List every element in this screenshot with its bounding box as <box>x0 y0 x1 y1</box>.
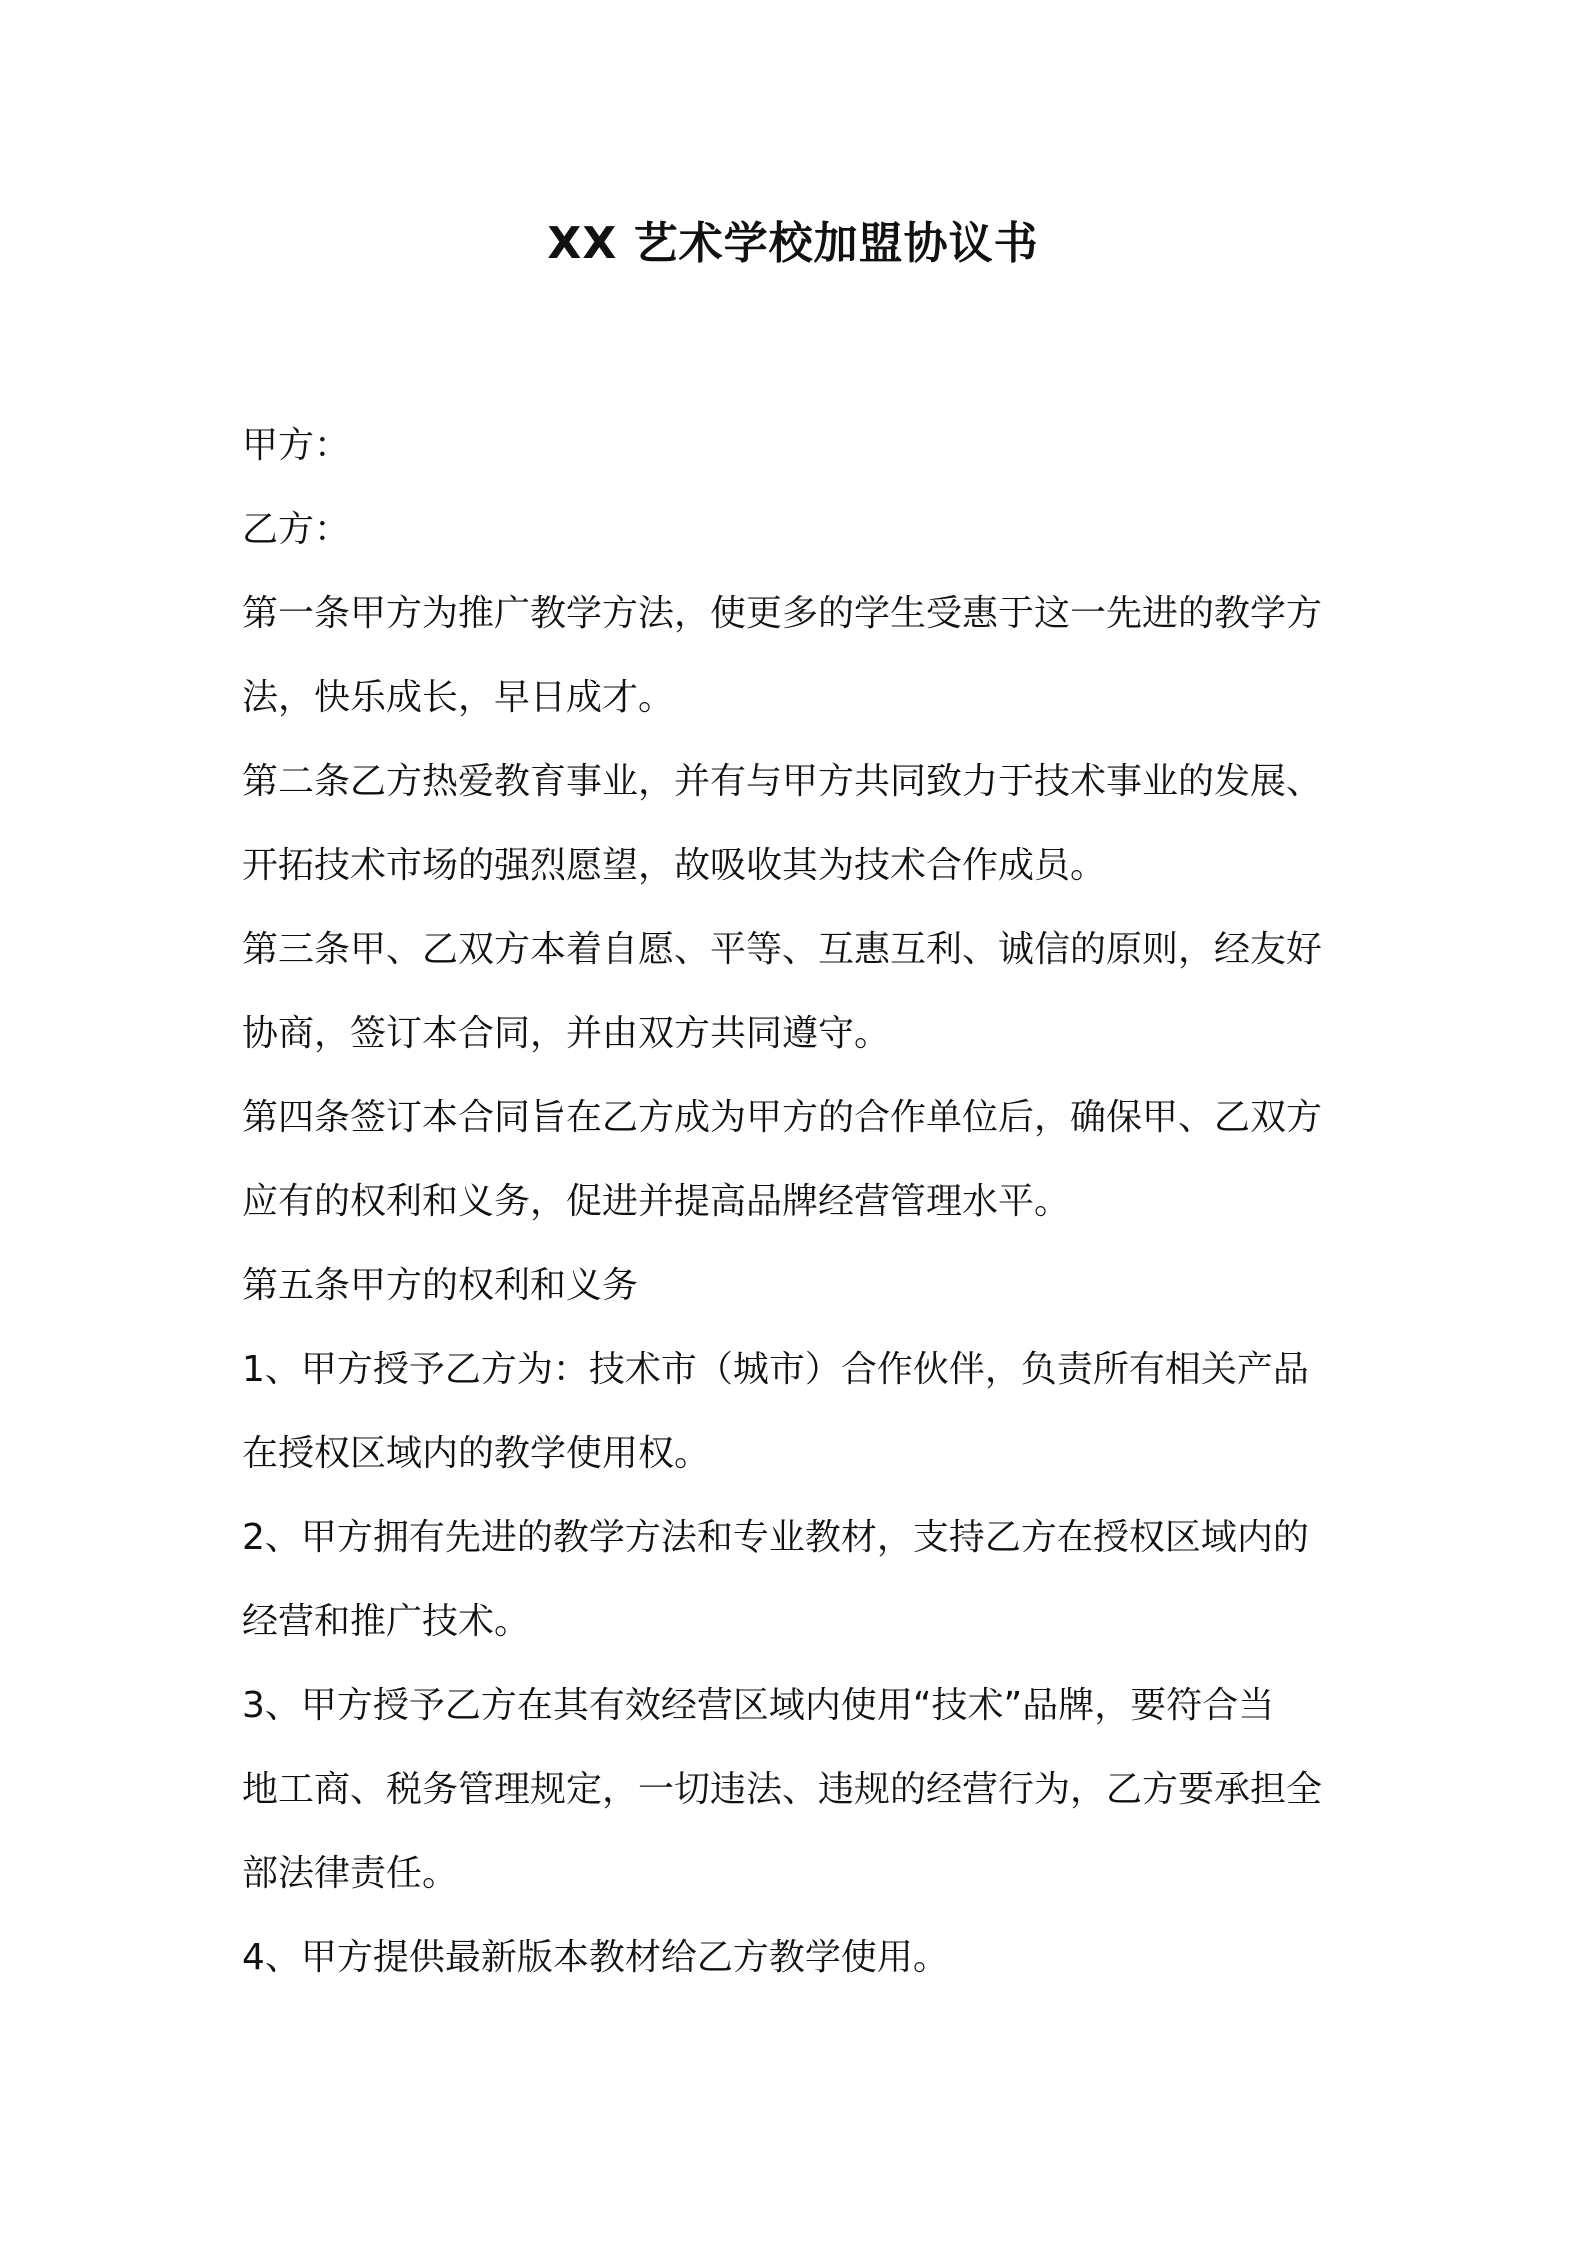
article-2-paragraph <box>242 740 1362 908</box>
text-line: 乙方： <box>242 509 351 550</box>
text-line: 第一条甲方为推广教学方法，使更多的学生受惠于这一先进的教学方 <box>242 593 1323 634</box>
text-line: 开拓技术市场的强烈愿望，故吸收其为技术合作成员。 <box>242 845 1107 886</box>
text-line: 经营和推广技术。 <box>242 1601 531 1642</box>
clause-4-paragraph <box>242 1916 1362 2000</box>
text-line: 部法律责任。 <box>242 1853 459 1894</box>
article-5-heading <box>242 1244 1362 1328</box>
article-1-paragraph <box>242 572 1362 740</box>
article-4-paragraph <box>242 1076 1362 1244</box>
clause-1-paragraph <box>242 1328 1362 1496</box>
document-body <box>242 404 1362 2000</box>
text-line: 协商，签订本合同，并由双方共同遵守。 <box>242 1013 891 1054</box>
text-line: 在授权区域内的教学使用权。 <box>242 1433 711 1474</box>
text-line: 第二条乙方热爱教育事业，并有与甲方共同致力于技术事业的发展、 <box>242 761 1323 802</box>
party-b-paragraph <box>242 488 1362 572</box>
text-line: 甲方： <box>242 425 351 466</box>
text-line: 应有的权利和义务，促进并提高品牌经营管理水平。 <box>242 1181 1071 1222</box>
text-line: 第三条甲、乙双方本着自愿、平等、互惠互利、诚信的原则，经友好 <box>242 929 1323 970</box>
text-line: 法，快乐成长，早日成才。 <box>242 677 675 718</box>
clause-3-paragraph <box>242 1664 1362 1916</box>
text-line: 3、甲方授予乙方在其有效经营区域内使用“技术”品牌，要符合当 <box>242 1685 1275 1726</box>
clause-2-paragraph <box>242 1496 1362 1664</box>
text-line: 4、甲方提供最新版本教材给乙方教学使用。 <box>242 1937 949 1978</box>
text-line: 地工商、税务管理规定，一切违法、违规的经营行为，乙方要承担全 <box>242 1769 1323 1810</box>
text-line: 第五条甲方的权利和义务 <box>242 1265 639 1306</box>
document-title: XX 艺术学校加盟协议书 <box>547 218 1039 269</box>
text-line: 2、甲方拥有先进的教学方法和专业教材，支持乙方在授权区域内的 <box>242 1517 1309 1558</box>
text-line: 1、甲方授予乙方为：技术市（城市）合作伙伴，负责所有相关产品 <box>242 1349 1309 1390</box>
article-3-paragraph <box>242 908 1362 1076</box>
party-a-paragraph <box>242 404 1362 488</box>
text-line: 第四条签订本合同旨在乙方成为甲方的合作单位后，确保甲、乙双方 <box>242 1097 1323 1138</box>
